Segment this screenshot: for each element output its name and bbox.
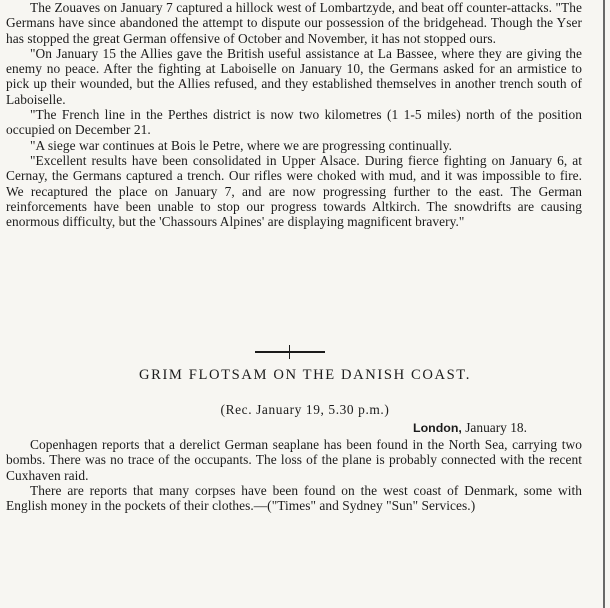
clipping-edge [603, 0, 605, 608]
story-body [6, 437, 582, 513]
story-headline: GRIM FLOTSAM ON THE DANISH COAST. [139, 367, 471, 383]
dateline-date: January 18. [465, 420, 527, 435]
article-body [6, 0, 582, 229]
dateline [413, 420, 527, 436]
article-paragraph-zouaves: The Zouaves on January 7 captured a hillock west of Lombartzyde, and beat off counter-attacks. "The Germans have since abandoned the attempt to dispute our possession of the bridgehead. Though the Yser has stopped the great German offensive of October and November, it has not stopped ours. [6, 0, 582, 46]
article-paragraph-la-bassee: "On January 15 the Allies gave the British useful assistance at La Bassee, where they are giving the enemy no peace. After the fighting at Laboiselle on January 10, the Germans asked for an armistice to pick up their wounded, but the Allies refused, and they established themselves in another trench south of Laboiselle. [6, 45, 582, 107]
divider-tick [289, 345, 290, 359]
story-paragraph-seaplane: Copenhagen reports that a derelict German seaplane has been found in the North Sea, carrying two bombs. There was no trace of the occupants. The loss of the plane is probably connected with the recent Cuxhaven raid. [6, 437, 582, 483]
article-paragraph-perthes: "The French line in the Perthes district is now two kilometres (1 1-5 miles) north of the position occupied on December 21. [6, 107, 582, 138]
article-paragraph-bois-le-petre: "A siege war continues at Bois le Petre, where we are progressing continually. [30, 137, 452, 153]
divider-line [255, 351, 325, 353]
received-line: (Rec. January 19, 5.30 p.m.) [220, 402, 390, 417]
article-paragraph-upper-alsace: "Excellent results have been consolidated in Upper Alsace. During fierce fighting on January 6, at Cernay, the Germans captured a trench. Our rifles were choked with mud, and it was impossible to fire. We recaptured the place on January 7, and are now progressing further to the east. The German reinforcements have been unable to stop our progress towards Altkirch. The snowdrifts are causing enormous difficulty, but the 'Chassours Alpines' are displaying magnificent bravery." [6, 152, 582, 230]
dateline-place: London, [413, 421, 462, 435]
section-divider [255, 342, 325, 362]
story-paragraph-corpses: There are reports that many corpses have been found on the west coast of Denmark, some with English money in the pockets of their clothes.—("Times" and Sydney "Sun" Services.) [6, 482, 582, 514]
